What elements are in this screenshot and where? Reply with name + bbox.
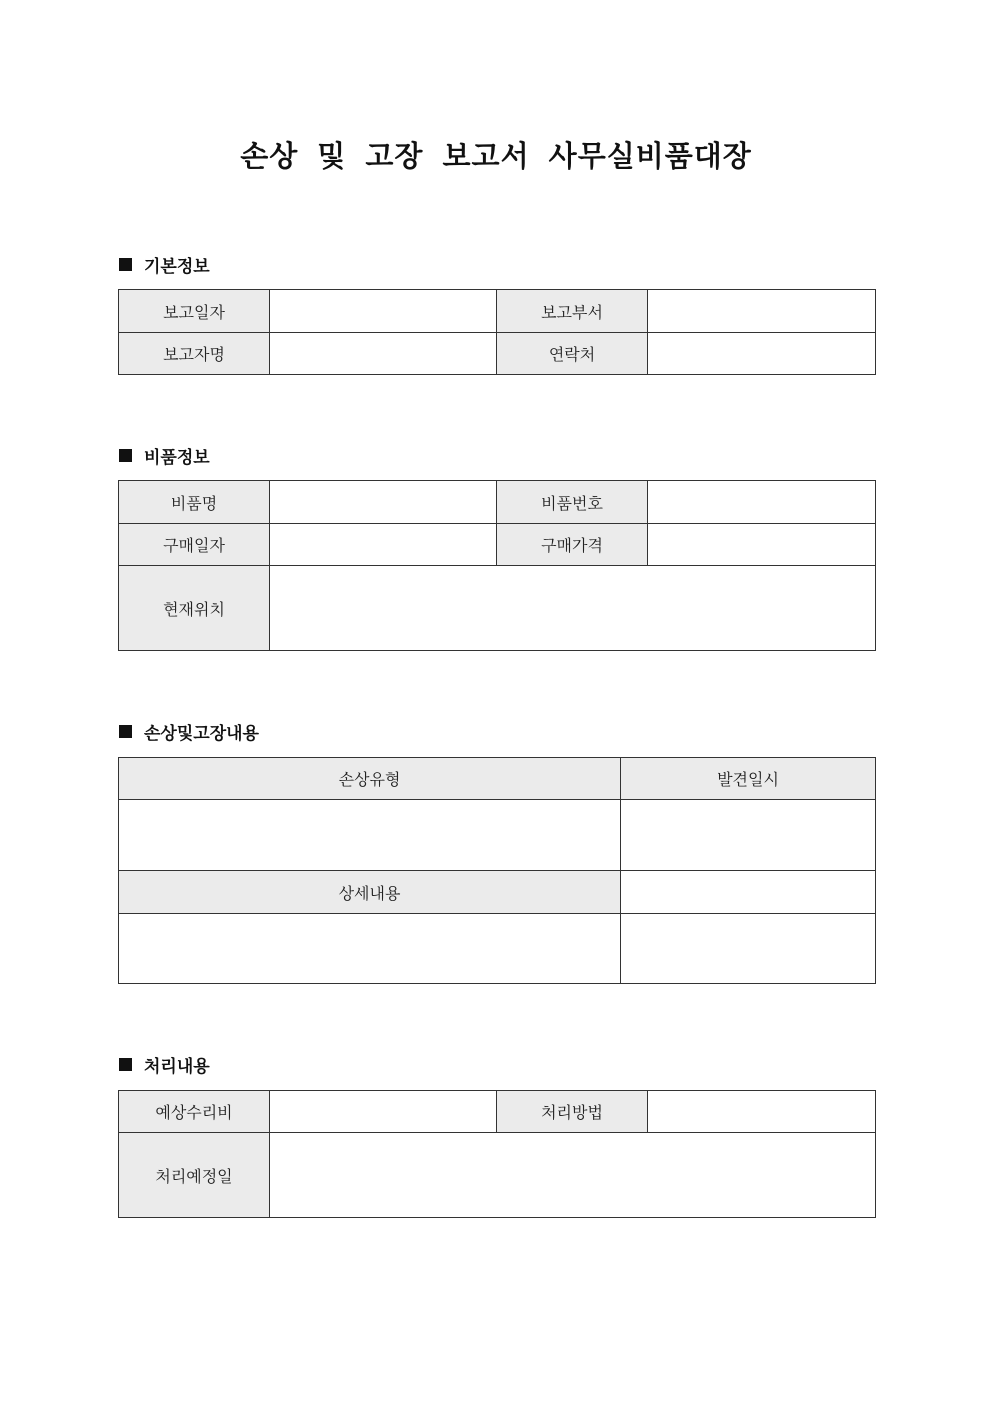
purchase-date-label: 구매일자 [119, 524, 270, 566]
processing-info-table [118, 1090, 876, 1218]
planned-date-field[interactable] [270, 1133, 876, 1218]
contact-field[interactable] [648, 333, 876, 375]
table-row [119, 481, 876, 524]
report-dept-label: 보고부서 [497, 290, 648, 333]
damage-type-label: 손상유형 [119, 758, 621, 800]
item-number-label: 비품번호 [497, 481, 648, 524]
details-side-field[interactable] [621, 914, 876, 984]
table-row [119, 566, 876, 651]
section-heading-item-label: 비품정보 [144, 447, 210, 468]
report-date-field[interactable] [270, 290, 497, 333]
table-row [119, 1091, 876, 1133]
current-location-label: 현재위치 [119, 566, 270, 651]
table-row [119, 333, 876, 375]
repair-cost-field[interactable] [270, 1091, 497, 1133]
current-location-field[interactable] [270, 566, 876, 651]
purchase-date-field[interactable] [270, 524, 497, 566]
section-heading-damage [119, 719, 259, 743]
table-row [119, 290, 876, 333]
details-side-empty-cell [621, 871, 876, 914]
square-bullet-icon [119, 725, 132, 738]
reporter-name-label: 보고자명 [119, 333, 270, 375]
square-bullet-icon [119, 449, 132, 462]
discovery-datetime-field[interactable] [621, 800, 876, 871]
section-heading-processing [119, 1052, 210, 1076]
process-method-label: 처리방법 [497, 1091, 648, 1133]
square-bullet-icon [119, 258, 132, 271]
section-heading-basic-label: 기본정보 [144, 256, 210, 277]
table-row [119, 914, 876, 984]
item-name-field[interactable] [270, 481, 497, 524]
section-heading-basic [119, 252, 210, 276]
page-title: 손상 및 고장 보고서 사무실비품대장 [240, 139, 752, 173]
process-method-field[interactable] [648, 1091, 876, 1133]
section-heading-item [119, 443, 210, 467]
table-row [119, 758, 876, 800]
table-row [119, 800, 876, 871]
item-name-label: 비품명 [119, 481, 270, 524]
planned-date-label: 처리예정일 [119, 1133, 270, 1218]
item-info-table [118, 480, 876, 651]
repair-cost-label: 예상수리비 [119, 1091, 270, 1133]
report-date-label: 보고일자 [119, 290, 270, 333]
purchase-price-field[interactable] [648, 524, 876, 566]
section-heading-damage-label: 손상및고장내용 [144, 723, 259, 744]
details-label: 상세내용 [119, 871, 621, 914]
table-row [119, 1133, 876, 1218]
damage-type-field[interactable] [119, 800, 621, 871]
table-row [119, 524, 876, 566]
section-heading-processing-label: 처리내용 [144, 1056, 210, 1077]
item-number-field[interactable] [648, 481, 876, 524]
report-dept-field[interactable] [648, 290, 876, 333]
reporter-name-field[interactable] [270, 333, 497, 375]
damage-info-table [118, 757, 876, 984]
basic-info-table [118, 289, 876, 375]
discovery-datetime-label: 발견일시 [621, 758, 876, 800]
square-bullet-icon [119, 1058, 132, 1071]
table-row [119, 871, 876, 914]
contact-label: 연락처 [497, 333, 648, 375]
details-field[interactable] [119, 914, 621, 984]
purchase-price-label: 구매가격 [497, 524, 648, 566]
